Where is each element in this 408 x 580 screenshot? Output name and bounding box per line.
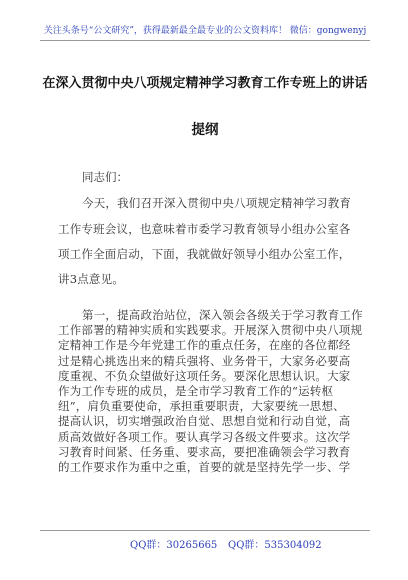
body-line: 讲3点意见。 (58, 272, 125, 286)
body-line: 定精神工作是今年党建工作的重点任务，在座的各位都经 (58, 338, 351, 353)
body-line: 度重视、不负众望做好这项任务。要深化思想认识。大家 (58, 368, 351, 383)
header-divider (40, 40, 370, 41)
body-line: 提高认识，切实增强政治自觉、思想自觉和行动自觉，高 (58, 414, 351, 429)
body-line: 工作专班会议，也意味着市委学习教育领导小组办公室各 (58, 222, 351, 236)
footer-divider (40, 530, 370, 531)
document-subtitle: 提纲 (191, 122, 219, 138)
body-line: 项工作全面启动，下面，我就做好领导小组办公室工作， (58, 247, 351, 261)
document-title: 在深入贯彻中央八项规定精神学习教育工作专班上的讲话 (42, 76, 368, 91)
body-line: 第一，提高政治站位，深入领会各级关于学习教育工作 (82, 308, 363, 322)
body-line: 工作部署的精神实质和实践要求。开展深入贯彻中央八项规 (58, 323, 363, 338)
greeting: 同志们： (82, 170, 128, 184)
body-line: 的工作要求作为重中之重，首要的就是坚持先学一步、学 (58, 460, 351, 474)
header-banner: 关注头条号“公文研究”，获得最新最全最专业的公文资料库！ 微信：gongwenyj (43, 26, 367, 36)
body-line: 作为工作专班的成员，是全市学习教育工作的“运转枢 (58, 384, 334, 398)
body-line: 过是精心挑选出来的精兵强将、业务骨干，大家务必要高 (58, 353, 351, 368)
body-line: 习教育时间紧、任务重、要求高，要把准确领会学习教育 (58, 444, 351, 459)
body-line: 质高效做好各项工作。要认真学习各级文件要求。这次学 (58, 429, 351, 444)
body-line: 今天，我们召开深入贯彻中央八项规定精神学习教育 (82, 196, 352, 210)
body-line: 纽”，肩负重要使命，承担重要职责，大家要统一思想、 (58, 399, 345, 414)
footer-qq-group-2: QQ群：535304092 (228, 540, 322, 551)
footer-qq-group-1: QQ群：30265665 (130, 540, 218, 551)
